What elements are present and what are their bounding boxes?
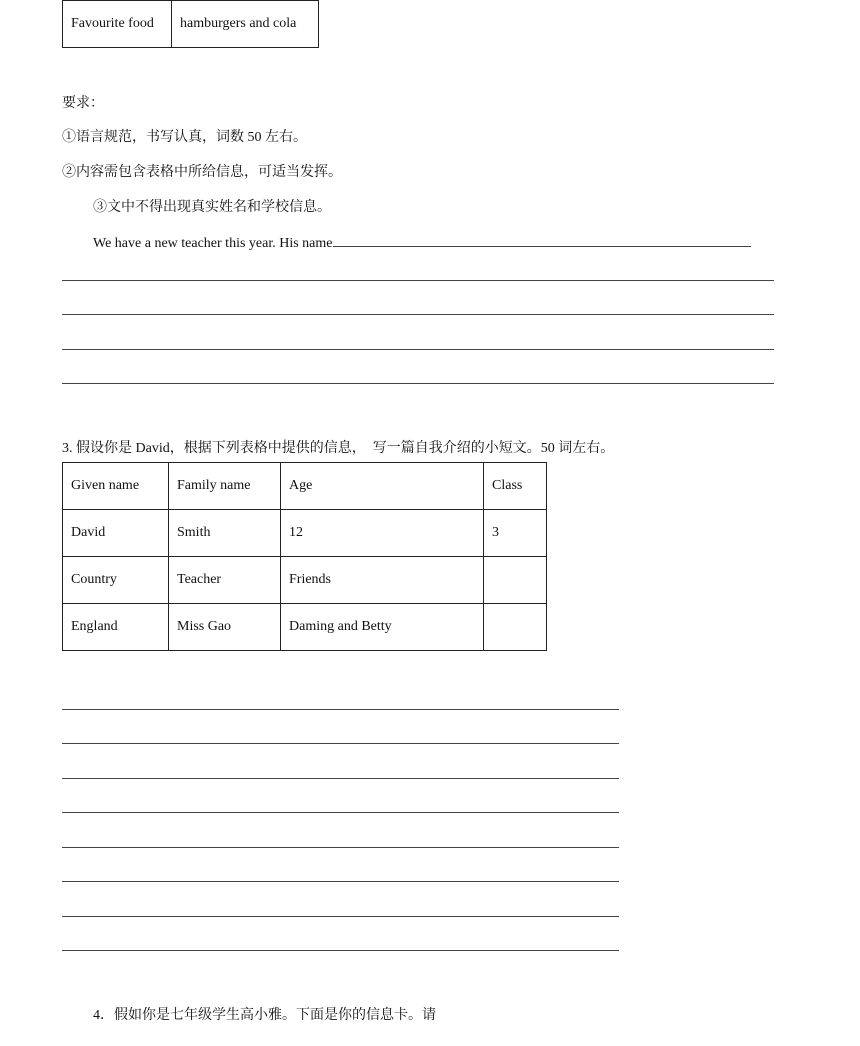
favourite-food-table xyxy=(62,0,319,48)
table-cell: 12 xyxy=(281,510,484,557)
table-cell: Class xyxy=(484,463,547,510)
answer-line xyxy=(62,778,619,779)
table-cell xyxy=(484,604,547,651)
table-cell: David xyxy=(63,510,169,557)
table-cell: Age xyxy=(281,463,484,510)
answer-line xyxy=(62,383,774,384)
table-cell: Miss Gao xyxy=(169,604,281,651)
answer-blank xyxy=(333,230,751,247)
answer-line xyxy=(62,916,619,917)
answer-line xyxy=(62,950,619,951)
answer-line xyxy=(62,743,619,744)
table-cell: 3 xyxy=(484,510,547,557)
essay-start-line xyxy=(93,230,751,252)
answer-line xyxy=(62,847,619,848)
question-3-prompt: 3. 假设你是 David，根据下列表格中提供的信息， 写一篇自我介绍的小短文。50 词左右。 xyxy=(62,441,615,456)
essay-start-text: We have a new teacher this year. His name xyxy=(93,236,333,251)
table-cell xyxy=(484,557,547,604)
requirements-heading: 要求： xyxy=(62,96,104,111)
table-cell: Given name xyxy=(63,463,169,510)
question-4-prompt: 4．假如你是七年级学生高小雅。下面是你的信息卡。请 xyxy=(93,1008,436,1023)
answer-line xyxy=(62,314,774,315)
table-cell: Country xyxy=(63,557,169,604)
answer-line xyxy=(62,881,619,882)
table-cell: Teacher xyxy=(169,557,281,604)
table-cell-value: hamburgers and cola xyxy=(172,1,319,48)
table-cell: Smith xyxy=(169,510,281,557)
requirement-item-2: ②内容需包含表格中所给信息，可适当发挥。 xyxy=(62,165,342,180)
requirement-item-1: ①语言规范，书写认真，词数 50 左右。 xyxy=(62,130,307,145)
question-3-info-table xyxy=(62,462,547,651)
table-cell: Family name xyxy=(169,463,281,510)
answer-line xyxy=(62,349,774,350)
table-cell: England xyxy=(63,604,169,651)
answer-line xyxy=(62,280,774,281)
table-cell-label: Favourite food xyxy=(63,1,172,48)
requirement-item-3: ③文中不得出现真实姓名和学校信息。 xyxy=(93,200,331,215)
table-cell: Friends xyxy=(281,557,484,604)
answer-line xyxy=(62,812,619,813)
table-cell: Daming and Betty xyxy=(281,604,484,651)
answer-line xyxy=(62,709,619,710)
